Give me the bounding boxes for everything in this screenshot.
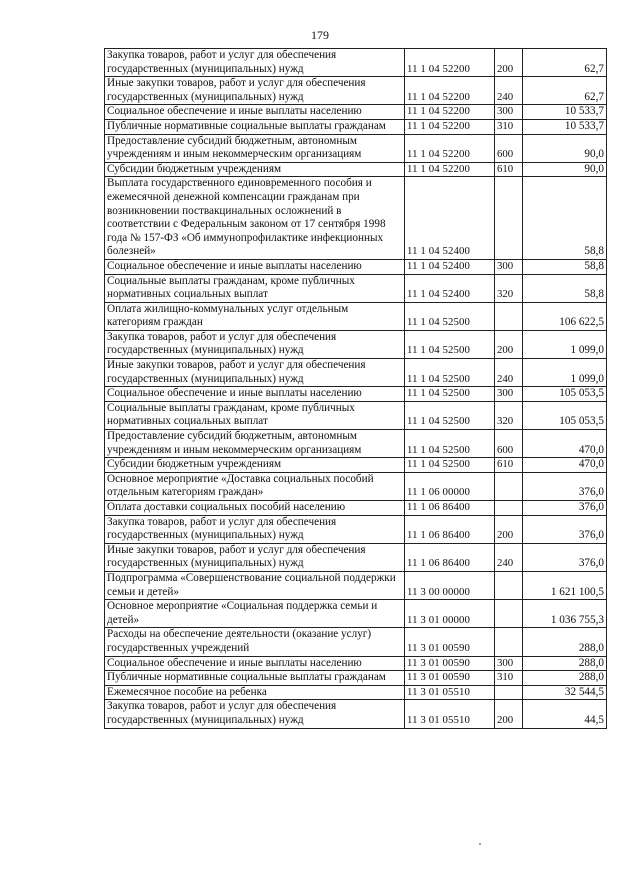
row-sum-cell: 1 621 100,5 <box>523 571 607 599</box>
row-expense-type-cell <box>495 628 523 656</box>
row-name-cell: Предоставление субсидий бюджетным, автономным учреждениям и иным некоммерческим организациям <box>105 134 405 162</box>
row-name-cell: Социальное обеспечение и иные выплаты населению <box>105 105 405 120</box>
row-name-cell: Публичные нормативные социальные выплаты гражданам <box>105 671 405 686</box>
row-code-cell: 11 1 04 52500 <box>405 387 495 402</box>
row-sum-cell: 376,0 <box>523 501 607 516</box>
row-name-cell: Закупка товаров, работ и услуг для обеспечения государственных (муниципальных) нужд <box>105 49 405 77</box>
row-sum-cell: 288,0 <box>523 671 607 686</box>
row-expense-type-cell: 320 <box>495 401 523 429</box>
table-row <box>105 628 607 656</box>
row-sum-cell: 10 533,7 <box>523 105 607 120</box>
row-sum-cell: 90,0 <box>523 162 607 177</box>
row-code-cell: 11 3 00 00000 <box>405 571 495 599</box>
table-row <box>105 458 607 473</box>
row-sum-cell: 58,8 <box>523 177 607 260</box>
row-expense-type-cell: 600 <box>495 430 523 458</box>
row-code-cell: 11 1 04 52500 <box>405 458 495 473</box>
row-name-cell: Закупка товаров, работ и услуг для обеспечения государственных (муниципальных) нужд <box>105 330 405 358</box>
row-code-cell: 11 1 04 52500 <box>405 330 495 358</box>
row-name-cell: Расходы на обеспечение деятельности (оказание услуг) государственных учреждений <box>105 628 405 656</box>
row-name-cell: Закупка товаров, работ и услуг для обеспечения государственных (муниципальных) нужд <box>105 700 405 728</box>
row-code-cell: 11 3 01 00590 <box>405 656 495 671</box>
row-name-cell: Социальное обеспечение и иные выплаты населению <box>105 656 405 671</box>
row-expense-type-cell: 200 <box>495 49 523 77</box>
table-row <box>105 430 607 458</box>
row-name-cell: Иные закупки товаров, работ и услуг для обеспечения государственных (муниципальных) нужд <box>105 359 405 387</box>
row-sum-cell: 32 544,5 <box>523 685 607 700</box>
row-code-cell: 11 3 01 00590 <box>405 628 495 656</box>
row-sum-cell: 62,7 <box>523 49 607 77</box>
row-sum-cell: 10 533,7 <box>523 119 607 134</box>
row-code-cell: 11 1 04 52200 <box>405 49 495 77</box>
row-code-cell: 11 3 01 00590 <box>405 671 495 686</box>
row-name-cell: Субсидии бюджетным учреждениям <box>105 162 405 177</box>
row-expense-type-cell: 300 <box>495 387 523 402</box>
row-name-cell: Ежемесячное пособие на ребенка <box>105 685 405 700</box>
table-row <box>105 359 607 387</box>
row-code-cell: 11 1 06 86400 <box>405 515 495 543</box>
row-name-cell: Субсидии бюджетным учреждениям <box>105 458 405 473</box>
page-number: 179 <box>311 28 329 42</box>
row-code-cell: 11 1 04 52400 <box>405 259 495 274</box>
row-expense-type-cell: 320 <box>495 274 523 302</box>
row-expense-type-cell: 610 <box>495 458 523 473</box>
row-expense-type-cell: 240 <box>495 543 523 571</box>
table-row <box>105 77 607 105</box>
row-name-cell: Иные закупки товаров, работ и услуг для обеспечения государственных (муниципальных) нужд <box>105 77 405 105</box>
row-name-cell: Социальное обеспечение и иные выплаты населению <box>105 259 405 274</box>
table-row <box>105 515 607 543</box>
table-row <box>105 259 607 274</box>
table-row <box>105 274 607 302</box>
row-sum-cell: 58,8 <box>523 259 607 274</box>
row-expense-type-cell <box>495 600 523 628</box>
row-sum-cell: 376,0 <box>523 543 607 571</box>
row-expense-type-cell: 200 <box>495 515 523 543</box>
row-code-cell: 11 1 04 52500 <box>405 401 495 429</box>
table-row <box>105 472 607 500</box>
table-row <box>105 330 607 358</box>
row-sum-cell: 1 099,0 <box>523 330 607 358</box>
row-sum-cell: 1 036 755,3 <box>523 600 607 628</box>
row-code-cell: 11 3 01 05510 <box>405 700 495 728</box>
row-expense-type-cell: 300 <box>495 656 523 671</box>
row-code-cell: 11 1 04 52200 <box>405 119 495 134</box>
row-sum-cell: 376,0 <box>523 472 607 500</box>
table-row <box>105 134 607 162</box>
row-expense-type-cell: 300 <box>495 259 523 274</box>
table-row <box>105 401 607 429</box>
row-name-cell: Основное мероприятие «Доставка социальных пособий отдельным категориям граждан» <box>105 472 405 500</box>
table-row <box>105 162 607 177</box>
table-row <box>105 543 607 571</box>
row-sum-cell: 106 622,5 <box>523 302 607 330</box>
row-sum-cell: 105 053,5 <box>523 387 607 402</box>
row-code-cell: 11 1 06 00000 <box>405 472 495 500</box>
row-code-cell: 11 1 04 52400 <box>405 274 495 302</box>
row-code-cell: 11 3 01 00000 <box>405 600 495 628</box>
row-expense-type-cell <box>495 177 523 260</box>
row-expense-type-cell: 310 <box>495 119 523 134</box>
row-expense-type-cell <box>495 685 523 700</box>
table-row <box>105 656 607 671</box>
row-name-cell: Социальное обеспечение и иные выплаты населению <box>105 387 405 402</box>
row-name-cell: Социальные выплаты гражданам, кроме публичных нормативных социальных выплат <box>105 401 405 429</box>
table-row <box>105 600 607 628</box>
row-code-cell: 11 1 06 86400 <box>405 501 495 516</box>
row-expense-type-cell: 300 <box>495 105 523 120</box>
row-sum-cell: 470,0 <box>523 430 607 458</box>
row-code-cell: 11 1 06 86400 <box>405 543 495 571</box>
table-row <box>105 501 607 516</box>
row-code-cell: 11 1 04 52200 <box>405 134 495 162</box>
table-row <box>105 105 607 120</box>
row-name-cell: Выплата государственного единовременного пособия и ежемесячной денежной компенсации гражданам при возникновении поствакцинальных осложнений в соответствии с Федеральным законом от 17 сентября 1998 года № 157-ФЗ «Об иммунопрофилактике инфекционных болезней» <box>105 177 405 260</box>
row-sum-cell: 288,0 <box>523 628 607 656</box>
row-expense-type-cell <box>495 472 523 500</box>
row-sum-cell: 62,7 <box>523 77 607 105</box>
row-sum-cell: 376,0 <box>523 515 607 543</box>
row-expense-type-cell <box>495 571 523 599</box>
row-sum-cell: 288,0 <box>523 656 607 671</box>
row-expense-type-cell: 240 <box>495 77 523 105</box>
table-row <box>105 387 607 402</box>
table-row <box>105 302 607 330</box>
row-expense-type-cell: 600 <box>495 134 523 162</box>
table-row <box>105 177 607 260</box>
table-row <box>105 700 607 728</box>
row-name-cell: Социальные выплаты гражданам, кроме публичных нормативных социальных выплат <box>105 274 405 302</box>
row-code-cell: 11 1 04 52200 <box>405 77 495 105</box>
row-sum-cell: 58,8 <box>523 274 607 302</box>
table-row <box>105 671 607 686</box>
table-row <box>105 119 607 134</box>
table-row <box>105 685 607 700</box>
row-name-cell: Предоставление субсидий бюджетным, автономным учреждениям и иным некоммерческим организациям <box>105 430 405 458</box>
row-sum-cell: 470,0 <box>523 458 607 473</box>
row-code-cell: 11 1 04 52500 <box>405 302 495 330</box>
table-row <box>105 49 607 77</box>
row-expense-type-cell: 200 <box>495 330 523 358</box>
row-code-cell: 11 1 04 52200 <box>405 105 495 120</box>
row-code-cell: 11 1 04 52200 <box>405 162 495 177</box>
row-expense-type-cell <box>495 501 523 516</box>
row-expense-type-cell: 200 <box>495 700 523 728</box>
row-name-cell: Закупка товаров, работ и услуг для обеспечения государственных (муниципальных) нужд <box>105 515 405 543</box>
row-name-cell: Оплата жилищно-коммунальных услуг отдельным категориям граждан <box>105 302 405 330</box>
row-expense-type-cell <box>495 302 523 330</box>
row-sum-cell: 90,0 <box>523 134 607 162</box>
budget-table-body <box>105 49 607 729</box>
scan-speck <box>479 843 481 845</box>
row-sum-cell: 1 099,0 <box>523 359 607 387</box>
row-expense-type-cell: 310 <box>495 671 523 686</box>
row-sum-cell: 105 053,5 <box>523 401 607 429</box>
row-code-cell: 11 3 01 05510 <box>405 685 495 700</box>
row-code-cell: 11 1 04 52400 <box>405 177 495 260</box>
row-sum-cell: 44,5 <box>523 700 607 728</box>
row-name-cell: Публичные нормативные социальные выплаты гражданам <box>105 119 405 134</box>
budget-table <box>104 48 607 729</box>
row-name-cell: Иные закупки товаров, работ и услуг для обеспечения государственных (муниципальных) нужд <box>105 543 405 571</box>
row-code-cell: 11 1 04 52500 <box>405 359 495 387</box>
row-expense-type-cell: 610 <box>495 162 523 177</box>
table-row <box>105 571 607 599</box>
row-name-cell: Подпрограмма «Совершенствование социальной поддержки семьи и детей» <box>105 571 405 599</box>
row-expense-type-cell: 240 <box>495 359 523 387</box>
row-code-cell: 11 1 04 52500 <box>405 430 495 458</box>
row-name-cell: Основное мероприятие «Социальная поддержка семьи и детей» <box>105 600 405 628</box>
row-name-cell: Оплата доставки социальных пособий населению <box>105 501 405 516</box>
